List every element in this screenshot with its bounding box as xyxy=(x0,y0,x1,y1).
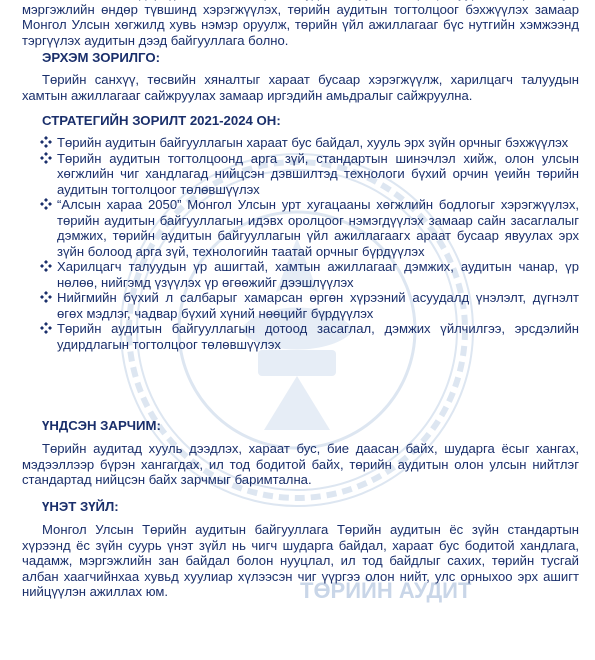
strategy-goal-item xyxy=(0,135,595,151)
strategy-goal-text: Төрийн аудитын байгууллагын дотоод засаглал, дэмжих үйлчилгээ, эрсдэлийн удирдлагын тогтолцоог төлөвшүүлэх xyxy=(57,321,579,352)
strategy-goal-list xyxy=(0,135,595,352)
strategy-heading: СТРАТЕГИЙН ЗОРИЛТ 2021-2024 ОН: xyxy=(42,113,281,128)
strategy-goal-item xyxy=(0,290,595,321)
values-paragraph: Монгол Улсын Төрийн аудитын байгууллага Төрийн аудитын ёс зүйн стандартын хүрээнд ёс зүйн суурь үнэт зүйл нь чигч шударга байдал, хараат бус бодитой хандлага, чадамж, мэргэжлийн зан байдал болон нууцлал, ил тод байдлыг сахих, төрийн тусгай албан хаагчийнхаа хувьд хуулиар хүлээсэн чиг үүргээ олон нийт, улс орныхоо эрх ашигт нийцүүлэн ажиллах юм. xyxy=(22,522,579,599)
strategy-goal-item xyxy=(0,321,595,352)
strategy-goal-text: Харилцагч талуудын үр ашигтай, хамтын ажиллагааг дэмжих, аудитын чанар, үр нөлөө, нийгэмд үзүүлэх үр өгөөжийг дээшлүүлэх xyxy=(57,259,579,290)
strategy-goal-item xyxy=(0,197,595,259)
values-heading: ҮНЭТ ЗҮЙЛ: xyxy=(42,499,119,514)
strategy-goal-item xyxy=(0,259,595,290)
principle-heading: ҮНДСЭН ЗАРЧИМ: xyxy=(42,418,161,433)
principle-paragraph: Төрийн аудитад хууль дээдлэх, хараат бус, бие даасан байх, шударга ёсыг хангах, мэдээллээр бүрэн хангагдах, ил тод бодитой байх, төрийн аудитын олон улсын нийтлэг стандартад нийцсэн байх зарчмыг баримтална. xyxy=(22,441,579,487)
mission-heading: ЭРХЭМ ЗОРИЛГО: xyxy=(42,50,160,65)
diamond-bullet-icon xyxy=(40,291,52,303)
seal-text: ТӨРИЙН АУДИТ xyxy=(300,578,472,603)
diamond-bullet-icon xyxy=(40,136,52,148)
strategy-goal-item xyxy=(0,151,595,198)
strategy-goal-text: Нийгмийн бүхий л салбарыг хамарсан өргөн хүрээний асуудалд үнэлэлт, дүгнэлт өгөх мэдлэг, чадвар бүхий хүний нөөцийг бүрдүүлэх xyxy=(57,290,579,321)
strategy-goal-text: Төрийн аудитын тогтолцоонд арга зүй, стандартын шинэчлэл хийж, олон улсын хөгжлийн чиг хандлагад нийцсэн дэвшилтэд технологи бүхий орчин үеийн төрийн аудитын тогтолцоог төлөвшүүлэх xyxy=(57,150,579,197)
diamond-bullet-icon xyxy=(40,198,52,210)
diamond-bullet-icon xyxy=(40,260,52,272)
diamond-bullet-icon xyxy=(40,322,52,334)
mission-paragraph: Төрийн санхүү, төсвийн хяналтыг хараат бусаар хэрэгжүүлж, харилцагч талуудын хамтын ажиллагааг сайжруулах замаар иргэдийн амьдралыг сайжруулна. xyxy=(22,72,579,103)
diamond-bullet-icon xyxy=(40,152,52,164)
strategy-goal-text: “Алсын хараа 2050” Монгол Улсын урт хугацааны хөгжлийн бодлогыг хэрэгжүүлэх, төрийн аудитын байгууллагын идэвх оролцоог нэмэгдүүлэх замаар сайн засаглалыг дэмжих, төрийн аудитын байгууллагын үйл ажиллагаагх араат бусаар явуулах эрх зүйн болоод арга зүй, технологийн таатай орчныг бүрдүүлэх xyxy=(57,197,579,259)
strategy-goal-text: Төрийн аудитын байгууллагын хараат бус байдал, хууль эрх зүйн орчныг бэхжүүлэх xyxy=(57,135,569,150)
intro-paragraph: мэргэжлийн өндөр түвшинд хэрэгжүүлэх, төрийн аудитын тогтолцоог бэхжүүлэх замаар Монгол Улсын хөгжилд хувь нэмэр оруулж, төрийн үйл ажиллагааг бүс нутгийн хэмжээнд тэргүүлэх аудитын дээд байгууллага болно. xyxy=(22,1,579,48)
